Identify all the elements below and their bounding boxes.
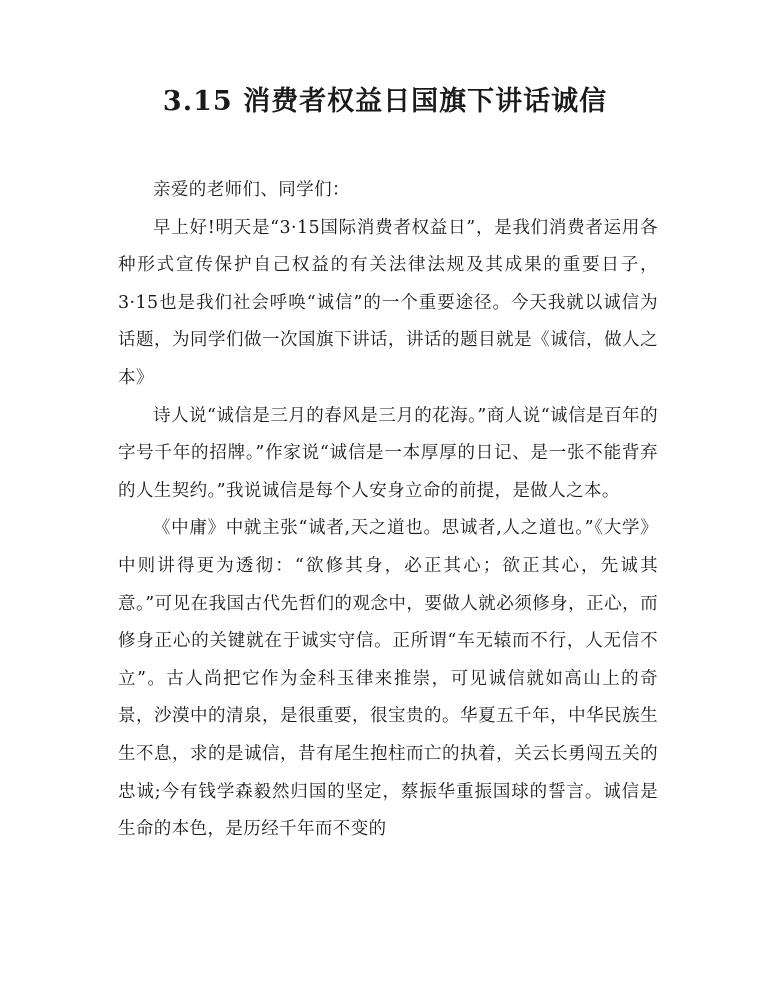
- paragraph-salutation: 亲爱的老师们、同学们：: [153, 180, 350, 200]
- paragraph-intro: 早上好!明天是“3·15国际消费者权益日”，是我们消费者运用各种形式宣传保护自己权益的有关法律法规及其成果的重要日子，3·15也是我们社会呼唤“诚信”的一个重要途径。今天我就以诚信为话题，为同学们做一次国旗下讲话，讲话的题目就是《诚信，做人之本》: [118, 217, 658, 388]
- document-body: [118, 172, 658, 849]
- document-title: 3.15 消费者权益日国旗下讲话诚信: [162, 86, 608, 117]
- paragraph-classics: 《中庸》中就主张“诚者,天之道也。思诚者,人之道也。”《大学》中则讲得更为透彻：“欲修其身，必正其心；欲正其心，先诚其意。”可见在我国古代先哲们的观念中，要做人就必须修身，正心，而修身正心的关键就在于诚实守信。正所谓“车无辕而不行，人无信不立”。古人尚把它作为金科玉律来推崇，可见诚信就如高山上的奇景，沙漠中的清泉，是很重要，很宝贵的。华夏五千年，中华民族生生不息，求的是诚信，昔有尾生抱柱而亡的执着，关云长勇闯五关的忠诚;今有钱学森毅然归国的坚定，蔡振华重振国球的誓言。诚信是生命的本色，是历经千年而不变的: [118, 518, 658, 840]
- paragraph-quotes: 诗人说“诚信是三月的春风是三月的花海。”商人说“诚信是百年的字号千年的招牌。”作家说“诚信是一本厚厚的日记、是一张不能背弃的人生契约。”我说诚信是每个人安身立命的前提，是做人之本。: [118, 405, 658, 501]
